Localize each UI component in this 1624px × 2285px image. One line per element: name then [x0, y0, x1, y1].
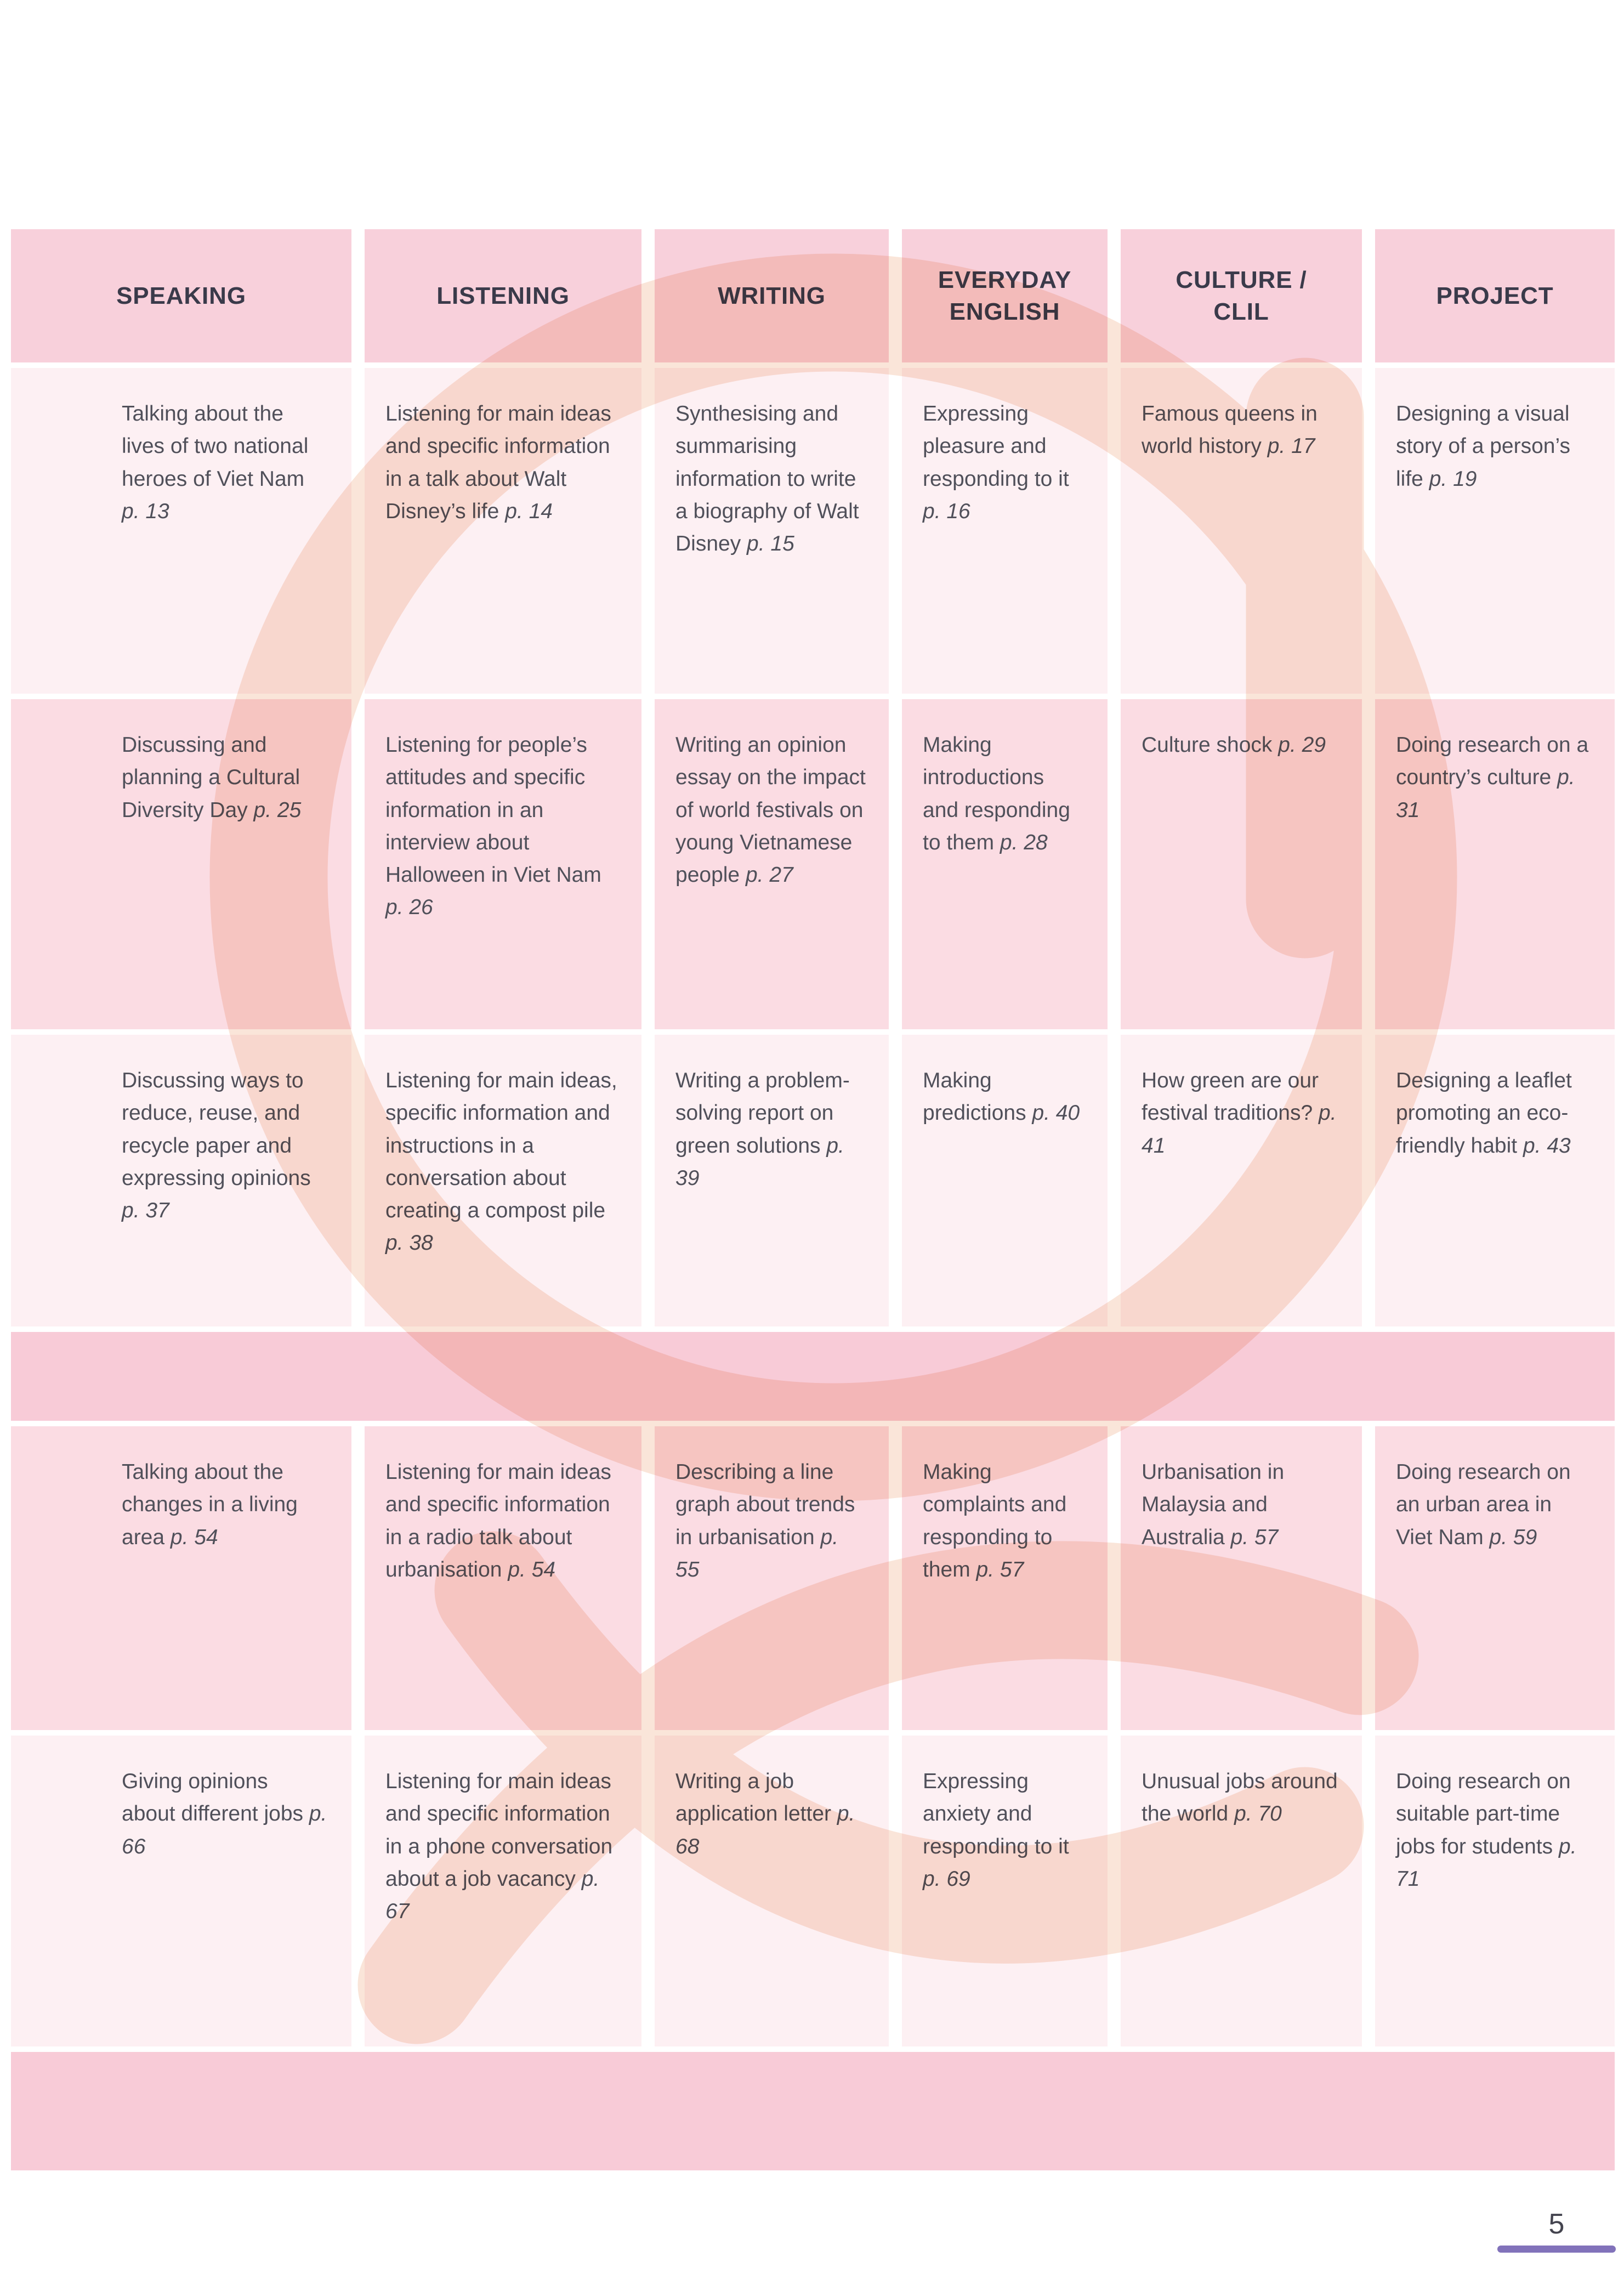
table-cell — [655, 699, 889, 1029]
cell-text: Designing a visual story of a person’s life — [1396, 402, 1570, 491]
page-number: 5 — [1548, 2208, 1565, 2240]
table-cell — [11, 1736, 351, 2046]
table-cell — [1375, 1736, 1615, 2046]
table-cell — [365, 1035, 641, 1326]
cell-text: Describing a line graph about trends in urbanisation — [675, 1460, 855, 1549]
page-reference: p. 25 — [253, 798, 302, 822]
table-cell — [365, 368, 641, 694]
page-reference: p. 59 — [1489, 1525, 1537, 1549]
cell-text: How green are our festival traditions? — [1142, 1069, 1319, 1125]
cell-text: Synthesising and summarising information to write a biography of Walt Disney — [675, 402, 859, 556]
page-reference: p. 55 — [675, 1525, 839, 1581]
table-cell — [655, 368, 889, 694]
cell-text: Talking about the lives of two national heroes of Viet Nam — [122, 402, 309, 491]
page-reference: p. 17 — [1267, 434, 1315, 458]
table-cell — [1121, 1426, 1362, 1730]
table-cell — [1375, 1426, 1615, 1730]
page-reference: p. 16 — [923, 499, 970, 523]
page-reference: p. 43 — [1523, 1133, 1571, 1158]
page-reference: p. 57 — [1230, 1525, 1279, 1549]
page-reference: p. 71 — [1396, 1834, 1577, 1891]
cell-text: Designing a leaflet promoting an eco-friendly habit — [1396, 1069, 1572, 1158]
table-cell — [655, 1736, 889, 2046]
cell-text: Making introductions and responding to them — [923, 733, 1070, 854]
table-cell — [902, 699, 1108, 1029]
cell-text: Famous queens in world history — [1142, 402, 1318, 458]
table-cell — [655, 1035, 889, 1326]
page-reference: p. 38 — [385, 1231, 433, 1255]
column-header-label: WRITING — [718, 282, 826, 309]
table-cell — [11, 368, 351, 694]
table-cell — [11, 1426, 351, 1730]
page-reference: p. 26 — [385, 895, 433, 920]
separator-band — [11, 1332, 1615, 1421]
column-header-label: LISTENING — [436, 282, 570, 309]
cell-text: Listening for main ideas and specific information in a talk about Walt Disney’s life — [385, 402, 611, 523]
table-cell — [11, 1035, 351, 1326]
cell-text: Doing research on suitable part-time jobs for students — [1396, 1770, 1571, 1858]
cell-text: Expressing anxiety and responding to it — [923, 1770, 1069, 1858]
column-header-label: SPEAKING — [116, 282, 246, 309]
page-reference: p. 57 — [976, 1557, 1024, 1581]
cell-text: Expressing pleasure and responding to it — [923, 402, 1069, 491]
cell-text: Writing an opinion essay on the impact of world festivals on young Vietnamese people — [675, 733, 866, 887]
column-header-speaking — [11, 229, 351, 362]
cell-text: Making complaints and responding to them — [923, 1460, 1067, 1581]
page-reference: p. 29 — [1278, 733, 1326, 757]
cell-text: Unusual jobs around the world — [1142, 1770, 1338, 1826]
page-reference: p. 19 — [1429, 467, 1477, 491]
page-reference: p. 28 — [1000, 830, 1048, 854]
table-cell — [1375, 699, 1615, 1029]
page-reference: p. 14 — [505, 499, 553, 523]
column-header-everyday-english — [902, 229, 1108, 362]
cell-text: Discussing and planning a Cultural Diversity Day — [122, 733, 300, 822]
cell-text: Making predictions — [923, 1069, 1032, 1125]
page-reference: p. 41 — [1142, 1101, 1337, 1158]
column-header-label: CULTURE / CLIL — [1176, 267, 1307, 325]
cell-text: Giving opinions about different jobs — [122, 1770, 309, 1826]
cell-text: Listening for main ideas and specific information in a radio talk about urbanisation — [385, 1460, 611, 1581]
column-header-project — [1375, 229, 1615, 362]
table-cell — [365, 699, 641, 1029]
page-reference: p. 69 — [923, 1867, 970, 1891]
column-header-label: PROJECT — [1436, 282, 1554, 309]
page-footer — [1497, 2209, 1616, 2253]
column-header-culture-clil — [1121, 229, 1362, 362]
page-reference: p. 27 — [745, 863, 793, 887]
cell-text: Talking about the changes in a living area — [122, 1460, 298, 1549]
cell-text: Doing research on an urban area in Viet Nam — [1396, 1460, 1571, 1549]
page-reference: p. 39 — [675, 1133, 844, 1190]
page-reference: p. 13 — [122, 499, 169, 523]
page-number-rule — [1497, 2246, 1616, 2253]
page-reference: p. 54 — [170, 1525, 218, 1549]
cell-text: Doing research on a country’s culture — [1396, 733, 1589, 790]
table-cell — [1121, 1035, 1362, 1326]
page-reference: p. 40 — [1032, 1101, 1080, 1125]
table-cell — [11, 699, 351, 1029]
cell-text: Listening for people’s attitudes and specific information in an interview about Halloween in Viet Nam — [385, 733, 601, 887]
table-cell — [365, 1426, 641, 1730]
page-reference: p. 67 — [385, 1867, 600, 1924]
table-cell — [902, 1736, 1108, 2046]
table-cell — [902, 1426, 1108, 1730]
table-cell — [1375, 368, 1615, 694]
column-header-listening — [365, 229, 641, 362]
page-reference: p. 31 — [1396, 766, 1575, 822]
column-header-label: EVERYDAY ENGLISH — [938, 267, 1072, 325]
cell-text: Writing a problem-solving report on green solutions — [675, 1069, 850, 1158]
page-reference: p. 68 — [675, 1802, 855, 1858]
table-cell — [1375, 1035, 1615, 1326]
page-reference: p. 54 — [508, 1557, 556, 1581]
cell-text: Listening for main ideas and specific information in a phone conversation about a job vacancy — [385, 1770, 613, 1891]
page-reference: p. 70 — [1234, 1802, 1282, 1826]
page-reference: p. 37 — [122, 1199, 169, 1223]
table-cell — [902, 1035, 1108, 1326]
page-reference: p. 15 — [747, 532, 794, 556]
table-cell — [1121, 368, 1362, 694]
cell-text: Culture shock — [1142, 733, 1279, 757]
table-cell — [1121, 699, 1362, 1029]
table-cell — [1121, 1736, 1362, 2046]
column-header-writing — [655, 229, 889, 362]
cell-text: Discussing ways to reduce, reuse, and recycle paper and expressing opinions — [122, 1069, 311, 1190]
separator-band — [11, 2052, 1615, 2170]
scope-and-sequence-table — [11, 229, 1615, 2170]
cell-text: Writing a job application letter — [675, 1770, 837, 1826]
table-cell — [655, 1426, 889, 1730]
page-reference: p. 66 — [122, 1802, 327, 1858]
cell-text: Urbanisation in Malaysia and Australia — [1142, 1460, 1285, 1549]
table-cell — [902, 368, 1108, 694]
table-cell — [365, 1736, 641, 2046]
cell-text: Listening for main ideas, specific information and instructions in a conversation about creating a compost pile — [385, 1069, 617, 1223]
